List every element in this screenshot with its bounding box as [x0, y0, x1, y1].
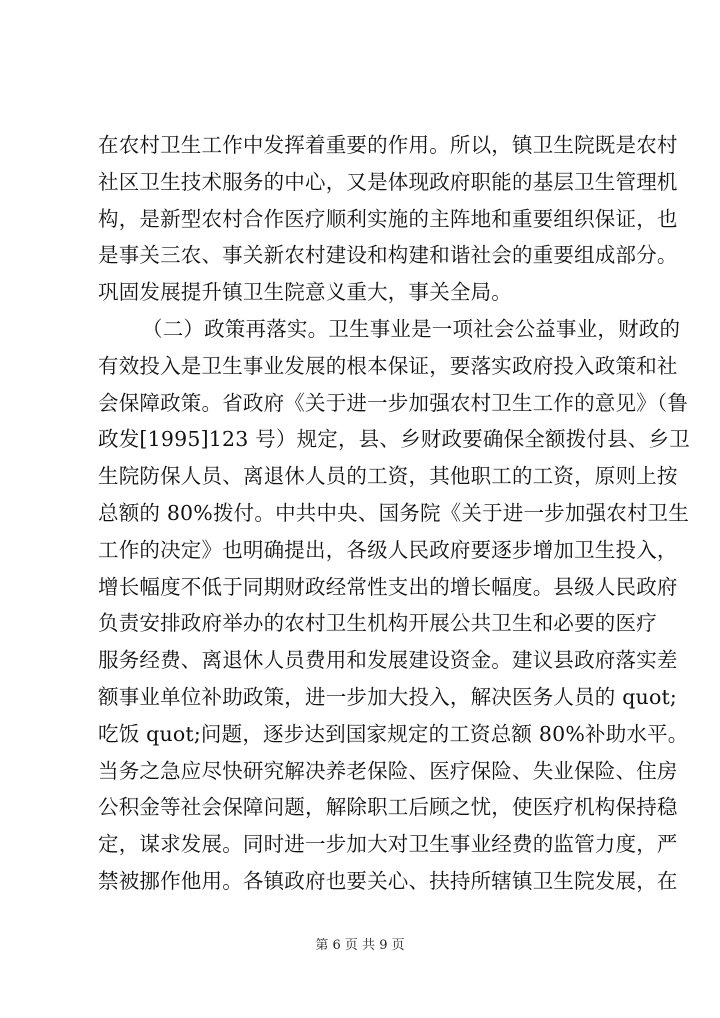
text-line: 是事关三农、事关新农村建设和构建和谐社会的重要组成部分。 [98, 243, 678, 268]
text-line: 政发[1995]123 号）规定，县、乡财政要确保全额拨付县、乡卫 [98, 427, 690, 452]
text-line: 禁被挪作他用。各镇政府也要关心、扶持所辖镇卫生院发展，在 [98, 868, 678, 893]
text-line: 增长幅度不低于同期财政经常性支出的增长幅度。县级人民政府 [98, 574, 678, 599]
text-line: 当务之急应尽快研究解决养老保险、医疗保险、失业保险、住房 [98, 758, 678, 783]
text-line: 巩固发展提升镇卫生院意义重大，事关全局。 [98, 280, 512, 305]
text-line: 生院防保人员、离退休人员的工资，其他职工的工资，原则上按 [98, 464, 678, 489]
text-line: 总额的 80%拨付。中共中央、国务院《关于进一步加强农村卫生 [98, 500, 690, 525]
text-line: 吃饭 quot;问题，逐步达到国家规定的工资总额 80%补助水平。 [98, 721, 689, 746]
paragraph-first-line: （二）政策再落实。卫生事业是一项社会公益事业，财政的 [142, 316, 681, 341]
text-line: 公积金等社会保障问题，解除职工后顾之忧，使医疗机构保持稳 [98, 795, 678, 820]
page-number: 第 6 页 共 9 页 [315, 938, 405, 953]
text-line: 在农村卫生工作中发挥着重要的作用。所以，镇卫生院既是农村 [98, 133, 678, 157]
text-line: 额事业单位补助政策，进一步加大投入，解决医务人员的 quot; [98, 684, 678, 709]
text-line: 负责安排政府举办的农村卫生机构开展公共卫生和必要的医疗 [98, 611, 657, 636]
document-body [98, 127, 690, 900]
text-line: 会保障政策。省政府《关于进一步加强农村卫生工作的意见》（鲁 [98, 390, 689, 415]
text-line: 服务经费、离退休人员费用和发展建设资金。建议县政府落实差 [98, 648, 678, 673]
text-line: 构，是新型农村合作医疗顺利实施的主阵地和重要组织保证，也 [98, 206, 678, 231]
text-line: 定，谋求发展。同时进一步加大对卫生事业经费的监管力度，严 [98, 832, 678, 857]
text-line: 工作的决定》也明确提出，各级人民政府要逐步增加卫生投入， [98, 537, 678, 562]
text-line: 有效投入是卫生事业发展的根本保证，要落实政府投入政策和社 [98, 353, 678, 378]
text-line: 社区卫生技术服务的中心，又是体现政府职能的基层卫生管理机 [98, 169, 678, 194]
